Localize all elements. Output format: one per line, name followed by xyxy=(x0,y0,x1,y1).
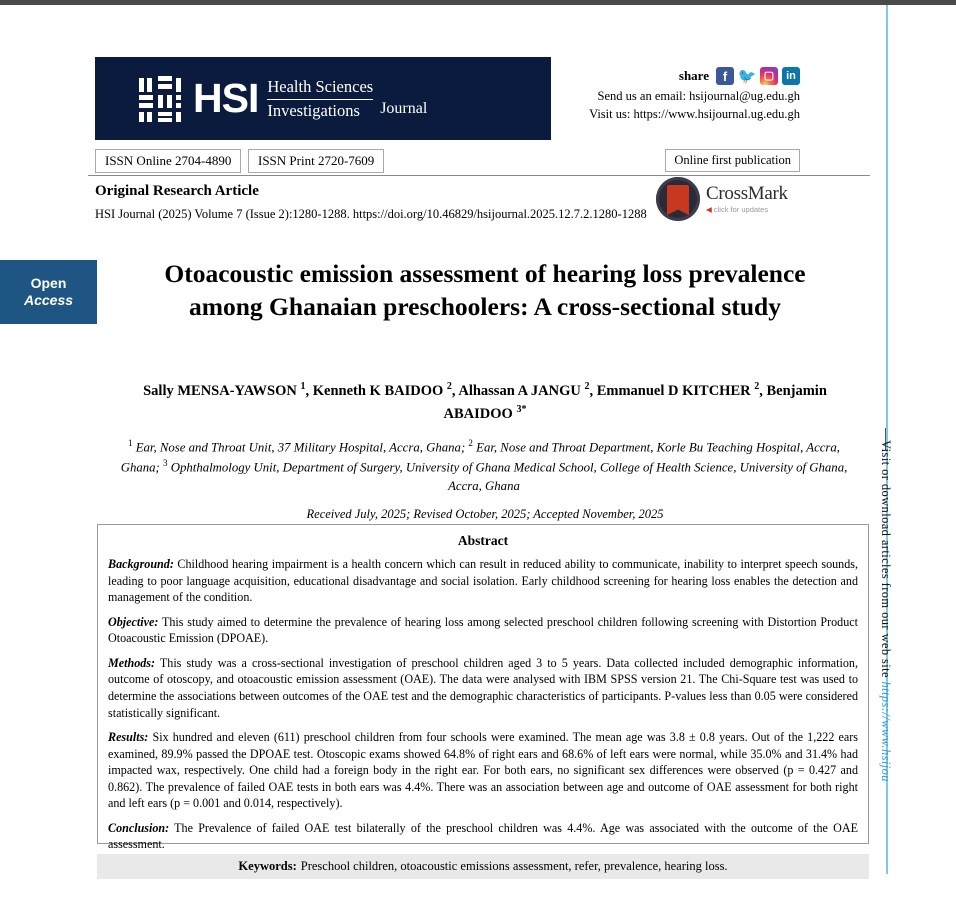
author-list: Sally MENSA-YAWSON $^1$, Kenneth K BAIDOO $^2$, Alhassan A JANGU $^2$, Emmanuel D KITCHER $^2$, Benjamin ABAIDOO $^{3*}$ xyxy=(143,381,827,423)
affiliation-marker: 1 xyxy=(127,438,133,448)
author-affiliation-marker: 1 xyxy=(300,381,306,392)
affiliation-text: Ear, Nose and Throat Department, Korle Bu Teaching Hospital, Accra, Ghana; xyxy=(120,440,841,475)
logo-line-investigations: Investigations xyxy=(267,100,360,120)
logo-line-health-sciences: Health Sciences xyxy=(267,76,373,99)
affiliation-marker: 3 xyxy=(163,457,168,468)
crossmark-badge[interactable] xyxy=(656,177,800,221)
crossmark-circle-icon xyxy=(656,177,700,221)
instagram-icon[interactable]: ▢ xyxy=(760,67,778,85)
logo-line-journal: Journal xyxy=(380,99,428,117)
abstract-section-label: Objective: xyxy=(108,614,159,629)
affiliation-list xyxy=(108,437,860,495)
hsi-weave-logo-icon xyxy=(139,76,185,122)
share-contact-block xyxy=(589,67,800,124)
twitter-icon[interactable]: 🐦 xyxy=(737,67,757,85)
affiliation-text: Ophthalmology Unit, Department of Surgery, University of Ghana Medical School, College of Health Science, University of Ghana, Accra, Ghana xyxy=(170,460,848,493)
keywords-text: Preschool children, otoacoustic emissions assessment, refer, prevalence, hearing loss. xyxy=(300,859,728,873)
facebook-icon[interactable]: f xyxy=(716,67,734,85)
abstract-sections xyxy=(108,556,858,853)
issn-online-box: ISSN Online 2704-4890 xyxy=(95,149,241,173)
header-divider xyxy=(88,175,870,176)
affiliation-marker: 2 xyxy=(468,438,473,448)
abstract-section-text: This study aimed to determine the prevalence of hearing loss among selected preschool children following screening with Distortion Product Otoacoustic Emission (DPOAE). xyxy=(108,614,858,646)
logo-abbrev: HSI xyxy=(193,75,259,121)
article-type-label: Original Research Article xyxy=(95,183,259,199)
keywords-bar xyxy=(97,854,869,879)
abstract-section xyxy=(108,655,858,721)
submission-dates: Received July, 2025; Revised October, 2025; Accepted November, 2025 xyxy=(306,507,664,521)
abstract-section xyxy=(108,820,858,853)
open-access-line1: Open xyxy=(30,274,67,291)
website-line: Visit us: https://www.hsijournal.ug.edu.gh xyxy=(589,107,800,122)
online-first-publication-badge: Online first publication xyxy=(665,149,800,172)
abstract-section-label: Results: xyxy=(108,730,149,745)
abstract-section-text: Six hundred and eleven (611) preschool children from four schools were examined. The mean age was 3.8 ± 0.8 years. Out of the 1,222 ears examined, 89.9% passed the DPOAE test. Otoscopic exams showed 64.8% of right ears and 68.6% of left ears were normal, while 35.0% and 31.4% had impacted wax, respectively. One child had a foreign body in the right ear. For both ears, no significant sex differences were observed (p = 0.427 and 0.862). The prevalence of failed OAE tests in both ears was 4.4%. There was an association between age and outcome of OAE assessment for both right and left ears (p = 0.001 and 0.014, respectively). xyxy=(108,730,858,811)
abstract-section-text: This study was a cross-sectional investigation of preschool children aged 3 to 5 years. Data collected included demographic information, outcome of otoscopy, and otoacoustic emission assessment (OAE). The data were analysed with IBM SPSS version 21. The Chi-Square test was used to determine the associations between outcomes of the OAE test and the demographic characteristics of participants. P-values less than 0.05 were considered statistically significant. xyxy=(108,655,858,720)
issn-print-box: ISSN Print 2720-7609 xyxy=(248,149,384,173)
abstract-box xyxy=(97,524,869,852)
share-row xyxy=(589,67,800,85)
abstract-section xyxy=(108,556,858,606)
email-line: Send us an email: hsijournal@ug.edu.gh xyxy=(597,89,800,104)
crossmark-label: CrossMark xyxy=(706,183,788,205)
keywords-label: Keywords: xyxy=(238,859,297,873)
journal-masthead xyxy=(95,57,551,140)
abstract-heading: Abstract xyxy=(457,533,509,548)
side-note-label: Visit or download articles from our web site xyxy=(879,440,893,682)
abstract-section-label: Conclusion: xyxy=(108,820,170,835)
author-affiliation-marker: 3* xyxy=(516,404,527,416)
author-name: Benjamin ABAIDOO $^{3*}$ xyxy=(443,382,827,423)
crossmark-sublabel: ◀ click for updates xyxy=(706,205,769,215)
author-name: Emmanuel D KITCHER $^2$ xyxy=(596,381,760,399)
open-access-line2: Access xyxy=(23,292,74,308)
author-name: Sally MENSA-YAWSON $^1$ xyxy=(143,381,306,399)
linkedin-icon[interactable]: in xyxy=(782,67,800,85)
page-sheet xyxy=(0,5,886,874)
abstract-section-text: The Prevalence of failed OAE test bilaterally of the preschool children was 4.4%. Age was associated with the outcome of the OAE assessment. xyxy=(108,820,858,852)
abstract-section-label: Background: xyxy=(108,557,174,571)
abstract-section-text: Childhood hearing impairment is a health concern which can result in reduced ability to communicate, inability to interpret speech sounds, leading to poor language acquisition, educational disadvantage and social isolation. Early childhood screening for hearing loss enables the detection and management of the condition. xyxy=(108,557,858,605)
side-note-text xyxy=(878,440,893,900)
author-name: Kenneth K BAIDOO $^2$ xyxy=(312,381,452,399)
author-affiliation-marker: 2 xyxy=(584,381,590,392)
author-affiliation-marker: 2 xyxy=(754,381,760,392)
share-label: share xyxy=(678,68,709,83)
abstract-section-label: Methods: xyxy=(108,655,156,670)
citation-line: HSI Journal (2025) Volume 7 (Issue 2):1280-1288. https://doi.org/10.46829/hsijournal.2025.12.7.2.1280-1288 xyxy=(95,207,647,221)
open-access-badge xyxy=(0,260,97,324)
author-name: Alhassan A JANGU $^2$ xyxy=(458,381,590,399)
abstract-section xyxy=(108,729,858,812)
author-affiliation-marker: 2 xyxy=(446,381,452,392)
article-title: Otoacoustic emission assessment of hearing loss prevalence among Ghanaian preschoolers: A cross-sectional study xyxy=(164,259,806,322)
affiliation-text: Ear, Nose and Throat Unit, 37 Military Hospital, Accra, Ghana; xyxy=(135,440,466,455)
abstract-section xyxy=(108,614,858,647)
side-note-url[interactable]: https://www.hsijou xyxy=(879,681,893,782)
